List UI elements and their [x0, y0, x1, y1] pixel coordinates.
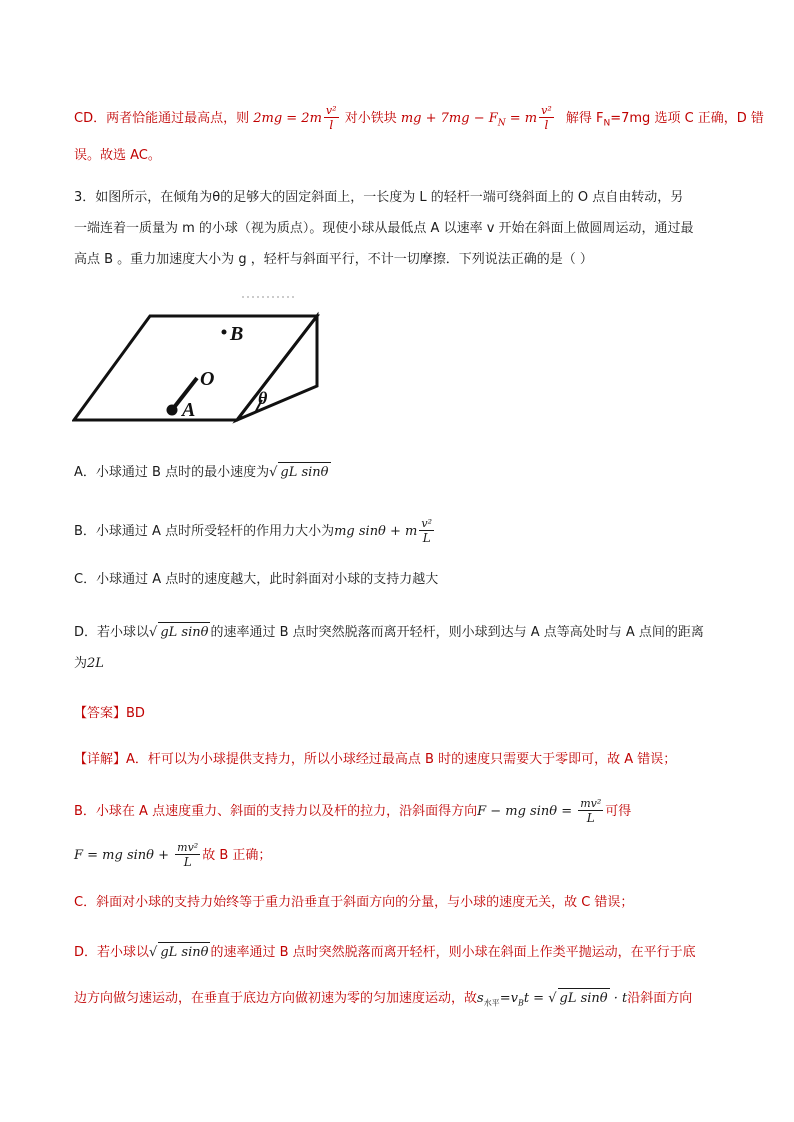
expl-b-line2-suffix: 故 B 正确； — [202, 848, 272, 863]
option-b-text: B．小球通过 A 点时所受轻杆的作用力大小为 — [74, 524, 335, 539]
explanation-a: 【详解】A．杆可以为小球提供支持力，所以小球经过最高点 B 时的速度只需要大于零即可，故 A 错误； — [74, 752, 677, 767]
eq1-left: 2mg = 2m — [253, 111, 322, 126]
expl-d-prefix: D．若小球以 — [74, 945, 150, 960]
option-a-expr: gL sinθ — [278, 462, 330, 483]
expl-b-prefix: B．小球在 A 点速度重力、斜面的支持力以及杆的拉力，沿斜面得方向 — [74, 804, 478, 819]
option-d-line1 — [74, 622, 704, 643]
option-d-expr: gL sinθ — [158, 622, 210, 643]
expl-d-line2-suffix: 沿斜面方向 — [627, 991, 693, 1006]
explanation-d-line1 — [74, 942, 696, 963]
expl-b-eq1-left: F − mg sinθ = — [477, 804, 577, 819]
expl-b-suffix: 可得 — [605, 804, 632, 819]
point-b-dot — [222, 330, 227, 335]
eq2-num: v² — [541, 104, 552, 117]
option-c: C．小球通过 A 点时的速度越大，此时斜面对小球的支持力越大 — [74, 572, 439, 587]
incline-figure — [72, 292, 332, 432]
sqrt-sign: √ — [269, 465, 278, 480]
cd-explanation-line1 — [74, 105, 764, 134]
explanation-b-line1 — [74, 798, 631, 825]
question-line3: 高点 B 。重力加速度大小为 g ，轻杆与斜面平行，不计一切摩擦．下列说法正确的是（ ） — [74, 252, 593, 267]
question-line2: 一端连着一质量为 m 的小球（视为质点）。现使小球从最低点 A 以速率 v 开始在斜面上做圆周运动，通过最 — [74, 221, 694, 236]
explanation-b-line2 — [74, 842, 271, 869]
option-b-expr: mg sinθ + m — [334, 524, 418, 539]
eq2-den: l — [544, 118, 549, 132]
expl-b-eq2-frac — [175, 842, 200, 869]
label-o: O — [200, 368, 215, 390]
expl-b-eq1-frac — [578, 798, 603, 825]
label-b: B — [230, 323, 244, 345]
expl-d-line2-prefix: 边方向做匀速运动，在垂直于底边方向做初速为零的匀加速度运动，故 — [74, 991, 478, 1006]
option-d-line2 — [74, 654, 104, 674]
expl-d-expr: gL sinθ — [158, 942, 210, 963]
expl-d-eq-t: t = — [523, 991, 549, 1006]
expl-b-eq1-num: mv² — [580, 797, 602, 810]
cd-explanation-line2: 误。故选 AC。 — [74, 148, 161, 163]
expl-d-suffix: 的速率通过 B 点时突然脱落而离开轻杆，则小球在斜面上作类平抛运动，在平行于底 — [210, 945, 696, 960]
ball-a — [167, 405, 178, 416]
option-d-prefix: D．若小球以 — [74, 625, 150, 640]
expl-d-eq-sub2: B — [517, 998, 524, 1008]
incline-diagram — [72, 292, 332, 428]
expl-d-eq-sub: 水平 — [483, 998, 500, 1008]
expl-b-eq2-left: F = mg sinθ + — [74, 848, 174, 863]
option-a — [74, 462, 331, 483]
eq2-sub: N — [497, 118, 506, 129]
label-theta: θ — [258, 388, 268, 408]
sqrt-sign: √ — [548, 991, 557, 1006]
label-a: A — [182, 399, 196, 421]
option-d-line2-prefix: 为 — [74, 656, 88, 671]
sqrt-sign: √ — [149, 945, 158, 960]
option-b-num: v² — [421, 517, 432, 530]
sqrt-sign: √ — [149, 625, 158, 640]
option-b-den: L — [422, 531, 431, 545]
eq1-den: l — [329, 118, 334, 132]
incline-side-face — [237, 316, 317, 420]
expl-b-eq1-den: L — [586, 811, 595, 825]
cd-mid: 对小铁块 — [344, 111, 397, 126]
eq2-right: = m — [505, 111, 538, 126]
option-d-line2-expr: 2L — [87, 656, 104, 671]
answer-label: 【答案】BD — [74, 706, 145, 721]
incline-top-face — [74, 316, 317, 420]
eq2-fraction — [539, 105, 554, 132]
option-d-suffix: 的速率通过 B 点时突然脱落而离开轻杆，则小球到达与 A 点等高处时与 A 点间的距离 — [210, 625, 704, 640]
option-b-fraction — [419, 518, 434, 545]
explanation-c: C．斜面对小球的支持力始终等于重力沿垂直于斜面方向的分量，与小球的速度无关，故 C 错误； — [74, 895, 634, 910]
expl-b-eq2-den: L — [183, 855, 192, 869]
question-line1: 3．如图所示，在倾角为θ的足够大的固定斜面上，一长度为 L 的轻杆一端可绕斜面上的 O 点自由转动，另 — [74, 190, 684, 205]
expl-d-eq-s: s — [477, 991, 484, 1006]
option-a-text: A．小球通过 B 点时的最小速度为 — [74, 465, 270, 480]
expl-d-eq-tail: · t — [609, 991, 628, 1006]
eq2-left: mg + 7mg − F — [400, 111, 498, 126]
option-b — [74, 518, 436, 545]
cd-suffix2: =7mg 选项 C 正确，D 错 — [610, 111, 764, 126]
eq1-fraction — [324, 105, 339, 132]
explanation-d-line2 — [74, 988, 692, 1014]
expl-d-eq-mid: =v — [499, 991, 518, 1006]
expl-d-eq-root: gL sinθ — [558, 988, 610, 1009]
cd-prefix: CD．两者恰能通过最高点，则 — [74, 111, 250, 126]
expl-b-eq2-num: mv² — [177, 841, 199, 854]
cd-suffix: 解得 F — [565, 111, 604, 126]
cd-suffix-sub: N — [603, 118, 611, 129]
eq1-num: v² — [325, 104, 337, 117]
